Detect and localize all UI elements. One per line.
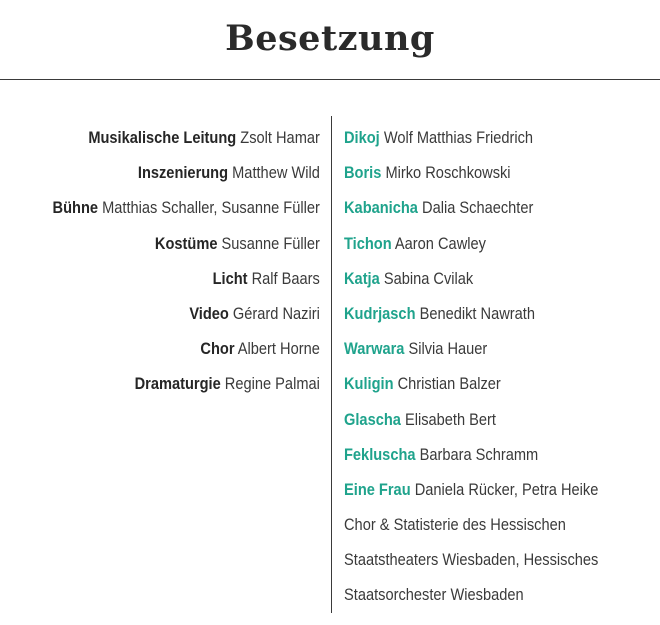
cast-row: [344, 437, 598, 472]
cast-row: [344, 155, 598, 190]
ensemble-line: Staatsorchester Wiesbaden: [344, 585, 524, 605]
cast-role: Kabanicha: [344, 198, 418, 218]
ensemble-line: Staatstheaters Wiesbaden, Hessisches: [344, 550, 599, 570]
team-row: [53, 296, 320, 331]
team-role: Musikalische Leitung: [88, 128, 237, 147]
team-role: Video: [189, 303, 229, 323]
team-row: [53, 120, 320, 155]
team-person: Zsolt Hamar: [240, 128, 320, 147]
team-row: [53, 261, 320, 296]
cast-person: Aaron Cawley: [394, 233, 486, 253]
cast-row: [344, 331, 598, 366]
column-divider: [331, 116, 332, 613]
team-person: Albert Horne: [237, 339, 320, 359]
title-divider: [0, 79, 660, 80]
cast-person: Elisabeth Bert: [404, 409, 496, 429]
cast-role: Kuligin: [344, 374, 394, 394]
cast-row: [344, 296, 598, 331]
cast-column: [344, 120, 598, 613]
team-person: Matthias Schaller, Susanne Füller: [102, 198, 320, 218]
ensemble-line: Chor & Statisterie des Hessischen: [344, 515, 566, 535]
team-role: Bühne: [52, 198, 99, 218]
page-title: Besetzung: [225, 18, 435, 59]
team-role: Chor: [200, 339, 235, 359]
cast-role: Kudrjasch: [344, 303, 416, 323]
cast-row: [344, 226, 598, 261]
team-person: Gérard Naziri: [233, 303, 320, 323]
cast-row: [344, 190, 598, 225]
cast-role: Glascha: [344, 409, 401, 429]
cast-person: Dalia Schaechter: [422, 198, 534, 218]
team-person: Ralf Baars: [251, 268, 320, 288]
cast-row: [344, 402, 598, 437]
team-row: [53, 155, 320, 190]
cast-role: Katja: [344, 268, 380, 288]
cast-role: Dikoj: [344, 128, 380, 147]
cast-role: Warwara: [344, 339, 405, 359]
cast-row: [344, 472, 598, 507]
team-person: Regine Palmai: [224, 374, 320, 394]
cast-person: Benedikt Nawrath: [419, 303, 535, 323]
cast-person: Christian Balzer: [397, 374, 501, 394]
cast-person: Silvia Hauer: [408, 339, 488, 359]
cast-person: Mirko Roschkowski: [385, 163, 511, 183]
team-row: [53, 226, 320, 261]
cast-role: Tichon: [344, 233, 392, 253]
cast-person: Daniela Rücker, Petra Heike: [414, 479, 599, 499]
cast-person: Barbara Schramm: [419, 444, 539, 464]
creative-team-column: [53, 120, 320, 402]
cast-role: Fekluscha: [344, 444, 416, 464]
cast-role: Boris: [344, 163, 382, 183]
cast-person: Sabina Cvilak: [383, 268, 474, 288]
team-person: Matthew Wild: [232, 163, 320, 183]
cast-row: [344, 366, 598, 401]
team-row: [53, 190, 320, 225]
team-row: [53, 366, 320, 401]
team-person: Susanne Füller: [221, 233, 320, 253]
team-role: Dramaturgie: [134, 374, 221, 394]
cast-role: Eine Frau: [344, 479, 411, 499]
team-role: Inszenierung: [138, 163, 229, 183]
team-row: [53, 331, 320, 366]
cast-person: Wolf Matthias Friedrich: [383, 128, 534, 147]
team-role: Kostüme: [155, 233, 218, 253]
team-role: Licht: [212, 268, 248, 288]
cast-row: [344, 261, 598, 296]
cast-row: [344, 120, 598, 155]
